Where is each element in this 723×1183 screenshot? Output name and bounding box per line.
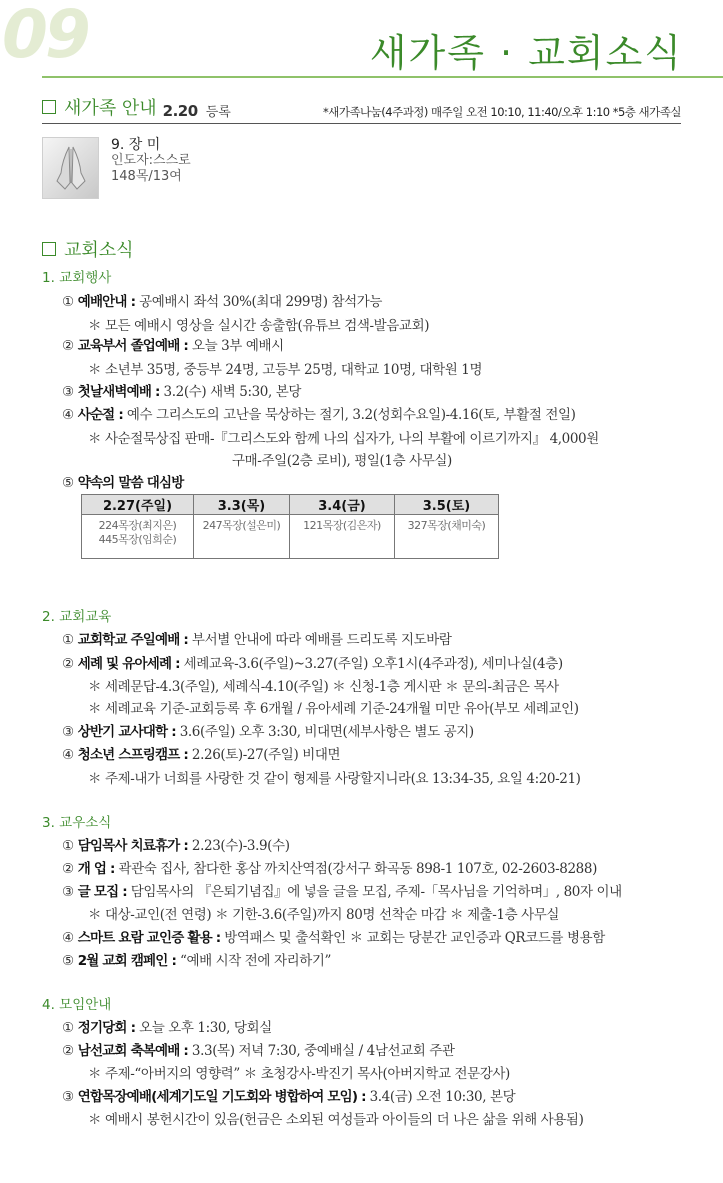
table-header: 3.5(토) bbox=[395, 495, 499, 515]
section-title-meetings: 4. 모임안내 bbox=[42, 997, 112, 1013]
list-item: ① 예배안내 : 공예배시 좌석 30%(최대 299명) 참석가능 bbox=[62, 294, 383, 310]
list-item: ③ 첫날새벽예배 : 3.2(수) 새벽 5:30, 본당 bbox=[62, 384, 302, 400]
list-item: ④ 청소년 스프링캠프 : 2.26(토)-27(주일) 비대면 bbox=[62, 747, 341, 763]
table-header: 2.27(주일) bbox=[82, 495, 194, 515]
list-item-note: ＊ 주제-내가 너희를 사랑한 것 같이 형제를 사랑할지니라(요 13:34-35, 요일 4:20-21) bbox=[88, 771, 581, 787]
praying-hands-icon bbox=[42, 137, 99, 199]
list-item-note: ＊ 사순절묵상집 판매-『그리스도와 함께 나의 십자가, 나의 부활에 이르기까지』 4,000원 bbox=[88, 431, 599, 447]
new-family-bar bbox=[42, 98, 681, 124]
new-family-heading bbox=[42, 94, 157, 120]
page-number: 09 bbox=[2, 0, 88, 73]
member-name: 9. 장 미 bbox=[111, 137, 161, 153]
list-item: ② 교육부서 졸업예배 : 오늘 3부 예배시 bbox=[62, 338, 284, 354]
list-item: ① 교회학교 주일예배 : 부서별 안내에 따라 예배를 드리도록 지도바람 bbox=[62, 632, 452, 648]
list-item: ③ 연합목장예배(세계기도일 기도회와 병합하여 모임) : 3.4(금) 오전 10:30, 본당 bbox=[62, 1089, 516, 1105]
list-item: ① 담임목사 치료휴가 : 2.23(수)-3.9(수) bbox=[62, 838, 290, 854]
member-info bbox=[111, 137, 191, 199]
list-item: ② 남선교회 축복예배 : 3.3(목) 저녁 7:30, 중예배실 / 4남선교회 주관 bbox=[62, 1043, 455, 1059]
section-title-events: 1. 교회행사 bbox=[42, 270, 112, 286]
section-title-member-news: 3. 교우소식 bbox=[42, 815, 112, 831]
list-item: ④ 스마트 요람 교인증 활용 : 방역패스 및 출석확인 ＊ 교회는 당분간 교인증과 QR코드를 병용함 bbox=[62, 930, 605, 946]
list-item: ③ 상반기 교사대학 : 3.6(주일) 오후 3:30, 비대면(세부사항은 별도 공지) bbox=[62, 724, 474, 740]
list-item-note: ＊ 소년부 35명, 중등부 24명, 고등부 25명, 대학교 10명, 대학원 1명 bbox=[88, 362, 483, 378]
table-row bbox=[82, 515, 499, 559]
list-item-note: ＊ 세례문답-4.3(주일), 세례식-4.10(주일) ＊ 신청-1층 게시판 ＊ 문의-최금은 목사 bbox=[88, 679, 559, 695]
list-item-note: ＊ 대상-교인(전 연령) ＊ 기한-3.6(주일)까지 80명 선착순 마감 ＊ 제출-1층 사무실 bbox=[88, 907, 560, 923]
list-item: ⑤ 약속의 말씀 대심방 bbox=[62, 475, 184, 491]
list-item: ② 세례 및 유아세례 : 세례교육-3.6(주일)~3.27(주일) 오후1시(4주과정), 세미나실(4층) bbox=[62, 656, 563, 672]
page-title: 새가족 · 교회소식 bbox=[369, 31, 683, 75]
table-cell: 327목장(채미숙) bbox=[395, 515, 499, 559]
list-item-note: ＊ 예배시 봉헌시간이 있음(헌금은 소외된 여성들과 아이들의 더 나은 삶을 위해 사용됨) bbox=[88, 1112, 584, 1128]
church-news-heading bbox=[42, 236, 134, 262]
list-item-note: ＊ 모든 예배시 영상을 실시간 송출함(유튜브 검색-발음교회) bbox=[88, 318, 430, 334]
church-news-heading-text: 교회소식 bbox=[64, 240, 134, 261]
list-item: ④ 사순절 : 예수 그리스도의 고난을 묵상하는 절기, 3.2(성회수요일)-4.16(토, 부활절 전일) bbox=[62, 407, 576, 423]
title-divider bbox=[42, 76, 723, 78]
table-cell: 121목장(김은자) bbox=[290, 515, 395, 559]
table-header: 3.4(금) bbox=[290, 495, 395, 515]
list-item-note: 구매-주일(2층 로비), 평일(1층 사무실) bbox=[232, 453, 452, 469]
table-header: 3.3(목) bbox=[194, 495, 290, 515]
new-member-card bbox=[42, 137, 191, 199]
list-item-note: ＊ 세례교육 기준-교회등록 후 6개월 / 유아세례 기준-24개월 미만 유아(부모 세례교인) bbox=[88, 701, 579, 717]
table-cell: 247목장(설은미) bbox=[194, 515, 290, 559]
checkbox-square-icon bbox=[42, 100, 56, 114]
visitation-table bbox=[81, 494, 499, 559]
new-family-note: *새가족나눔(4주과정) 매주일 오전 10:10, 11:40/오후 1:10 *5층 새가족실 bbox=[322, 105, 681, 119]
new-family-date: 2.20 bbox=[162, 102, 198, 120]
list-item: ③ 글 모집 : 담임목사의 『은퇴기념집』에 넣을 글을 모집, 주제-「목사님을 기억하며」, 80자 이내 bbox=[62, 884, 622, 900]
section-title-education: 2. 교회교육 bbox=[42, 609, 112, 625]
member-guide: 인도자:스스로 bbox=[111, 153, 191, 168]
list-item-note: ＊ 주제-“아버지의 영향력” ＊ 초청강사-박진기 목사(아버지학교 전문강사) bbox=[88, 1066, 510, 1082]
new-family-heading-text: 새가족 안내 bbox=[64, 98, 157, 119]
table-cell: 224목장(최지은) 445목장(임희순) bbox=[82, 515, 194, 559]
list-item: ② 개 업 : 곽관숙 집사, 참다한 홍삼 까치산역점(강서구 화곡동 898-1 107호, 02-2603-8288) bbox=[62, 861, 597, 877]
member-group: 148목/13여 bbox=[111, 169, 182, 184]
list-item: ① 정기당회 : 오늘 오후 1:30, 당회실 bbox=[62, 1020, 272, 1036]
list-item: ⑤ 2월 교회 캠페인 : “예배 시작 전에 자리하기” bbox=[62, 953, 332, 969]
new-family-registration: 등록 bbox=[205, 105, 231, 120]
checkbox-square-icon bbox=[42, 242, 56, 256]
